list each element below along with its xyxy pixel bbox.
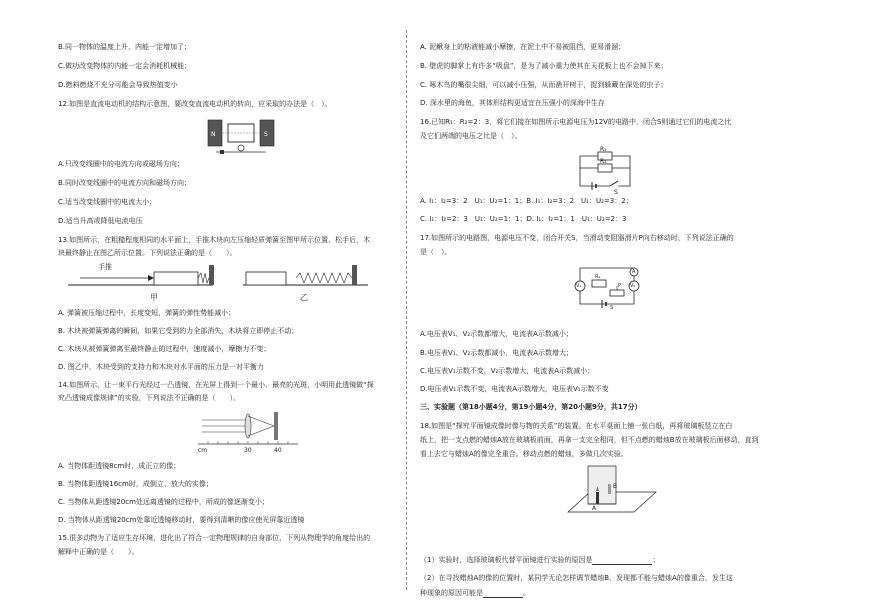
- q18-sub1-blank[interactable]: [592, 557, 652, 565]
- q18-sub1: [420, 556, 659, 565]
- q15-option-c: C. 啄木鸟的嘴很尖细，可以减小压强，从而凿开树干，捉到躲藏在深处的虫子；: [420, 81, 668, 89]
- q16-options-row2: C. I₁：I₂=2：3 U₁：U₂=1：1；D. I₁：I₂=1：1 U₁：U₂=2：3: [420, 215, 627, 223]
- q13-option-b: B. 木块被弹簧弹离的瞬间，如果它受到的力全部消失，木块将立即停止不动；: [58, 327, 299, 335]
- q12-option-d: D.适当升高或降低电流电压: [58, 217, 143, 225]
- q16-stem-line2: 及它们两端的电压之比是（ ）。: [420, 132, 522, 140]
- q17-ammeter-label: A: [632, 269, 636, 275]
- q15-stem-line2: 解释中正确的是（ ）。: [58, 548, 139, 556]
- q18-stem-line3: 看上去它与蜡烛A的像完全重合。移动点燃的蜡烛，多做几次实验。: [420, 450, 628, 458]
- q17-option-c: C.电压表V₁示数不变，V₂示数增大，电流表A示数减小；: [420, 367, 595, 375]
- q12-option-a: A.只改变线圈中的电流方向或磁场方向；: [58, 160, 184, 168]
- q14-option-b: B. 当物体距透镜16cm时，成倒立、放大的实像；: [58, 480, 213, 488]
- q17-option-b: B.电压表V₁、V₂示数都减小，电流表A示数增大；: [420, 349, 574, 357]
- q18-sub2-end: 。: [523, 589, 530, 597]
- ruler-tick-30: 30: [244, 447, 252, 454]
- q13-option-c: C. 木块从被弹簧弹离至最终静止的过程中，速度减小，摩擦力不变；: [58, 345, 271, 353]
- q16-options-row1: A. I₁：I₂=3：2 U₁：U₂=1：1；B. I₁：I₂=3：2 U₁：U₂=3：2；: [420, 197, 633, 205]
- q18-stem-line1: 18.如图是“探究平面镜成像时像与物的关系”的装置。在水平桌面上铺一张白纸，再将玻璃板竖立在白: [420, 422, 733, 430]
- q17-slider-label: P: [618, 283, 622, 289]
- q18-stem-line2: 纸上，把一支点燃的蜡烛A放在玻璃板前面，再拿一支完全相同，但不点燃的蜡烛B放在玻璃板后面移动，直到: [420, 436, 759, 444]
- q17-stem-line2: 是（ ）。: [420, 248, 452, 256]
- q13-stem-line1: 13.如图所示，在粗糙程度相同的水平面上，手推木块向左压缩轻质弹簧至图甲所示位置，松手后，木: [58, 236, 371, 244]
- q14-option-a: A. 当物体距透镜8cm时，成正立的像；: [58, 462, 181, 470]
- candle-b-label: B: [613, 483, 618, 490]
- q14-stem-line2: 究凸透镜成像规律”的实验，下列说法不正确的是（ ）。: [58, 394, 241, 402]
- q14-stem-line1: 14.如图所示，让一束平行光经过一凸透镜，在光屏上得到一个最小、最亮的光斑，小明用此透镜做“探: [58, 381, 374, 389]
- series-circuit-figure: [568, 260, 646, 312]
- q16-r1-label: R₁: [600, 146, 607, 153]
- q18-sub2-blank[interactable]: [483, 590, 523, 598]
- section-3-heading: 三、实验题（第18小题4分，第19小题4分，第20小题9分，共17分）: [420, 403, 642, 411]
- q18-sub1-text: （1）实验时，选择玻璃板代替平面镜进行实验的原因是: [420, 556, 593, 564]
- candle-a-label: A: [592, 505, 597, 512]
- svg-text:N: N: [211, 131, 216, 138]
- motor-figure: [206, 114, 276, 156]
- q16-switch-label: S: [614, 189, 618, 196]
- q17-switch-label: S: [610, 305, 614, 311]
- q17-option-a: A.电压表V₁、V₂示数都增大，电流表A示数减小；: [420, 330, 573, 338]
- lens-figure: [198, 408, 298, 456]
- q11-option-c: C.做功改变物体的内能一定会消耗机械能；: [58, 62, 192, 70]
- q15-option-b: B. 壁虎的脚掌上有许多“吸盘”，是为了减小重力使其在天花板上也不会掉下来；: [420, 62, 668, 70]
- q12-stem: 12.如图是直流电动机的结构示意图，要改变直流电动机的转向，应采取的办法是（ ）。: [58, 100, 332, 108]
- q15-stem-line1: 15.很多动物为了适应生存环境，进化出了符合一定物理规律的自身部位，下列从物理学的角度给出的: [58, 534, 371, 542]
- q13-option-d: D. 图乙中，木块受到的支持力和木块对水平面的压力是一对平衡力: [58, 363, 264, 371]
- figure-yi-label: 乙: [300, 293, 308, 302]
- q12-option-c: C.适当改变线圈中的电流大小；: [58, 198, 157, 206]
- figure-jia-label: 甲: [150, 293, 158, 302]
- q12-option-b: B.同时改变线圈中的电流方向和磁场方向；: [58, 179, 192, 187]
- q15-option-a: A. 泥鳅身上的粘液能减小摩擦，在泥土中不易被阻挡，更易滑溜；: [420, 43, 626, 51]
- q16-r2-label: R₂: [600, 158, 607, 165]
- spring-figure: [68, 259, 368, 307]
- q14-option-d: D. 当物体从距透镜20cm处靠近透镜移动时，要得到清晰的像应使光屏靠近透镜: [58, 516, 305, 524]
- column-divider: [406, 30, 407, 590]
- q17-option-d: D.电压表V₁示数不变，电流表A示数增大，电压表V₁示数不变: [420, 385, 609, 393]
- q16-stem-line1: 16.已知R₁：R₂=2：3，将它们接在如图所示电源电压为12V的电路中，闭合S则通过它们的电流之比: [420, 118, 732, 126]
- q11-option-b: B.同一物体的温度上升，内能一定增加了；: [58, 43, 192, 51]
- q17-v2-label: V₂: [630, 283, 636, 289]
- svg-text:S: S: [264, 131, 268, 138]
- ruler-unit: cm: [198, 447, 208, 454]
- parallel-circuit-figure: [570, 146, 640, 194]
- q13-option-a: A. 弹簧被压缩过程中，长度变短，弹簧的弹性势能减小；: [58, 309, 236, 317]
- q18-sub1-end: ；: [652, 556, 660, 564]
- q15-option-d: D. 深水里的海鱼，其体形结构更适宜在压强小的深海中生存: [420, 99, 605, 107]
- mirror-figure: [560, 462, 660, 524]
- q11-option-d: D.燃料燃烧不充分可能会导致热值变小: [58, 81, 178, 89]
- q17-r1-label: R₁: [595, 274, 601, 280]
- ruler-tick-40: 40: [274, 447, 282, 454]
- q17-v1-label: V₁: [576, 283, 582, 289]
- q14-option-c: C. 当物体从距透镜20cm处远离透镜的过程中，所成的像逐渐变小；: [58, 498, 269, 506]
- q17-stem-line1: 17.如图所示的电路图，电源电压不变，闭合开关S，当滑动变阻器滑片P向右移动时，下列说法正确的: [420, 234, 734, 242]
- q18-sub2-text: 种现象的原因可能是: [420, 589, 483, 597]
- q18-sub2-line1: （2）在寻找蜡烛A的像的位置时，某同学无论怎样调节蜡烛B，发现都不能与蜡烛A的像重合，发生这: [420, 574, 733, 582]
- push-label: 手推: [98, 263, 112, 271]
- q18-sub2-line2: [420, 589, 530, 598]
- q13-stem-line2: 块最终静止在图乙所示位置。下列说法正确的是（ ）。: [58, 249, 237, 257]
